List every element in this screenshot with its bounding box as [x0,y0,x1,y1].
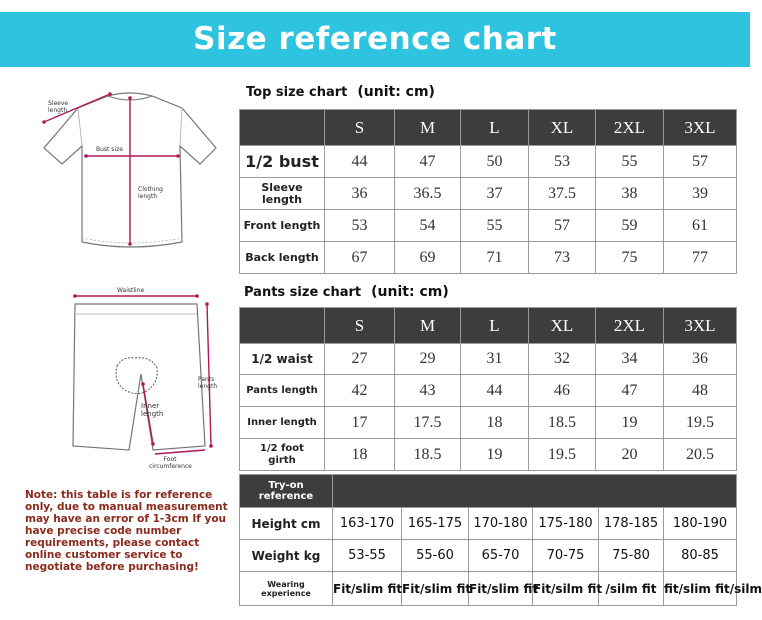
table-cell: 47 [596,375,664,407]
pants-size-l: L [461,308,529,344]
table-cell: 65-70 [469,540,533,572]
table-row [240,146,737,178]
table-cell: 46 [529,375,596,407]
table-cell: 53-55 [333,540,402,572]
top-size-3xl: 3XL [664,110,737,146]
pants-size-3xl: 3XL [664,308,737,344]
pants-size-2xl: 2XL [596,308,664,344]
row-label: Back length [240,242,325,274]
top-chart-unit: (unit: cm) [357,84,435,100]
page-banner: Size reference chart [0,12,750,67]
table-cell: 18.5 [529,407,596,439]
table-cell: 178-185 [599,508,664,540]
pants-size-m: M [395,308,461,344]
table-row [240,344,737,375]
table-cell: 73 [529,242,596,274]
top-chart-title [246,84,435,100]
foot-circumference-label: Foot circumference [149,456,192,470]
row-label: Front length [240,210,325,242]
table-cell: 37 [461,178,529,210]
pants-chart-title-text: Pants size chart [244,285,362,300]
table-cell: 54 [395,210,461,242]
table-cell: 175-180 [533,508,599,540]
row-label: Pants length [240,375,325,407]
table-cell: 53 [325,210,395,242]
table-cell: 55-60 [402,540,469,572]
table-cell: 165-175 [402,508,469,540]
row-label: 1/2 waist [240,344,325,375]
tryon-table [239,474,762,606]
table-cell: 43 [395,375,461,407]
inner-length-label: Inner length [141,402,164,418]
table-cell: 61 [664,210,737,242]
table-cell: Fit/slim fit [469,572,533,606]
top-chart-title-text: Top size chart [246,85,348,100]
table-row [240,540,737,572]
table-cell: 18 [325,439,395,471]
jersey-illustration [30,82,230,262]
table-cell: 20 [596,439,664,471]
row-label: 1/2 bust [240,146,325,178]
sleeve-length-label: Sleeve length [48,100,69,114]
clothing-length-label: Clothing length [138,186,163,200]
table-cell: 47 [395,146,461,178]
shorts-illustration [55,284,225,474]
table-cell: 34 [596,344,664,375]
pants-size-s: S [325,308,395,344]
pants-chart-unit: (unit: cm) [371,284,449,300]
table-cell: 48 [664,375,737,407]
top-header-blank [240,110,325,146]
table-cell: Fit/silm fit [533,572,599,606]
table-row [240,508,737,540]
table-cell: 69 [395,242,461,274]
top-size-m: M [395,110,461,146]
table-row [240,242,737,274]
table-cell: 36 [664,344,737,375]
table-cell: 37.5 [529,178,596,210]
table-cell: /silm fit [599,572,664,606]
table-cell: 77 [664,242,737,274]
table-cell: 18.5 [395,439,461,471]
top-size-table [239,109,737,274]
bust-size-label: Bust size [96,146,123,153]
table-cell: 20.5 [664,439,737,471]
table-row [240,375,737,407]
table-cell: 17 [325,407,395,439]
table-cell: 19 [461,439,529,471]
table-cell: 44 [461,375,529,407]
pants-length-label: Pants length [198,376,218,390]
table-cell: 57 [529,210,596,242]
table-cell: 27 [325,344,395,375]
table-cell: 53 [529,146,596,178]
table-cell: 36.5 [395,178,461,210]
table-cell: 19.5 [664,407,737,439]
table-cell: 67 [325,242,395,274]
table-cell: 170-180 [469,508,533,540]
pants-chart-title [244,284,449,300]
table-cell: 57 [664,146,737,178]
tryon-header: Try-on reference [240,475,333,508]
table-cell: 75-80 [599,540,664,572]
table-cell: 19.5 [529,439,596,471]
table-cell: 71 [461,242,529,274]
table-cell: 36 [325,178,395,210]
table-cell: Fit/slim fit [333,572,402,606]
row-label: Inner length [240,407,325,439]
table-cell: 42 [325,375,395,407]
table-cell: 55 [461,210,529,242]
table-row [240,572,737,606]
table-cell: Fit/slim fit [402,572,469,606]
pants-size-xl: XL [529,308,596,344]
pants-header-blank [240,308,325,344]
table-row [240,178,737,210]
table-cell: 32 [529,344,596,375]
row-label: 1/2 foot girth [240,439,325,471]
table-cell: 180-190 [664,508,737,540]
table-row [240,439,737,471]
table-cell: 163-170 [333,508,402,540]
table-cell: 31 [461,344,529,375]
disclaimer-note: Note: this table is for reference only, due to manual measurement may have an error of 1-3cm If you have precise code number requirements, please contact online customer service to negotiate before purchasing! [25,489,228,573]
table-cell: 80-85 [664,540,737,572]
table-cell: 17.5 [395,407,461,439]
table-row [240,210,737,242]
table-cell: 29 [395,344,461,375]
pants-size-table [239,307,737,471]
table-cell: 50 [461,146,529,178]
table-cell: 75 [596,242,664,274]
row-label: Wearing experience [240,572,333,606]
top-size-s: S [325,110,395,146]
table-cell: 18 [461,407,529,439]
table-row [240,407,737,439]
top-size-l: L [461,110,529,146]
table-cell: 38 [596,178,664,210]
row-label: Height cm [240,508,333,540]
top-size-xl: XL [529,110,596,146]
table-cell: 44 [325,146,395,178]
table-cell: 39 [664,178,737,210]
row-label: Sleeve length [240,178,325,210]
table-cell: 55 [596,146,664,178]
waistline-label: Waistline [117,287,145,294]
top-size-2xl: 2XL [596,110,664,146]
table-cell: 19 [596,407,664,439]
table-cell: fit/slim fit/silm [664,572,737,606]
table-cell: 70-75 [533,540,599,572]
row-label: Weight kg [240,540,333,572]
tryon-header-fill [333,475,737,508]
table-cell: 59 [596,210,664,242]
